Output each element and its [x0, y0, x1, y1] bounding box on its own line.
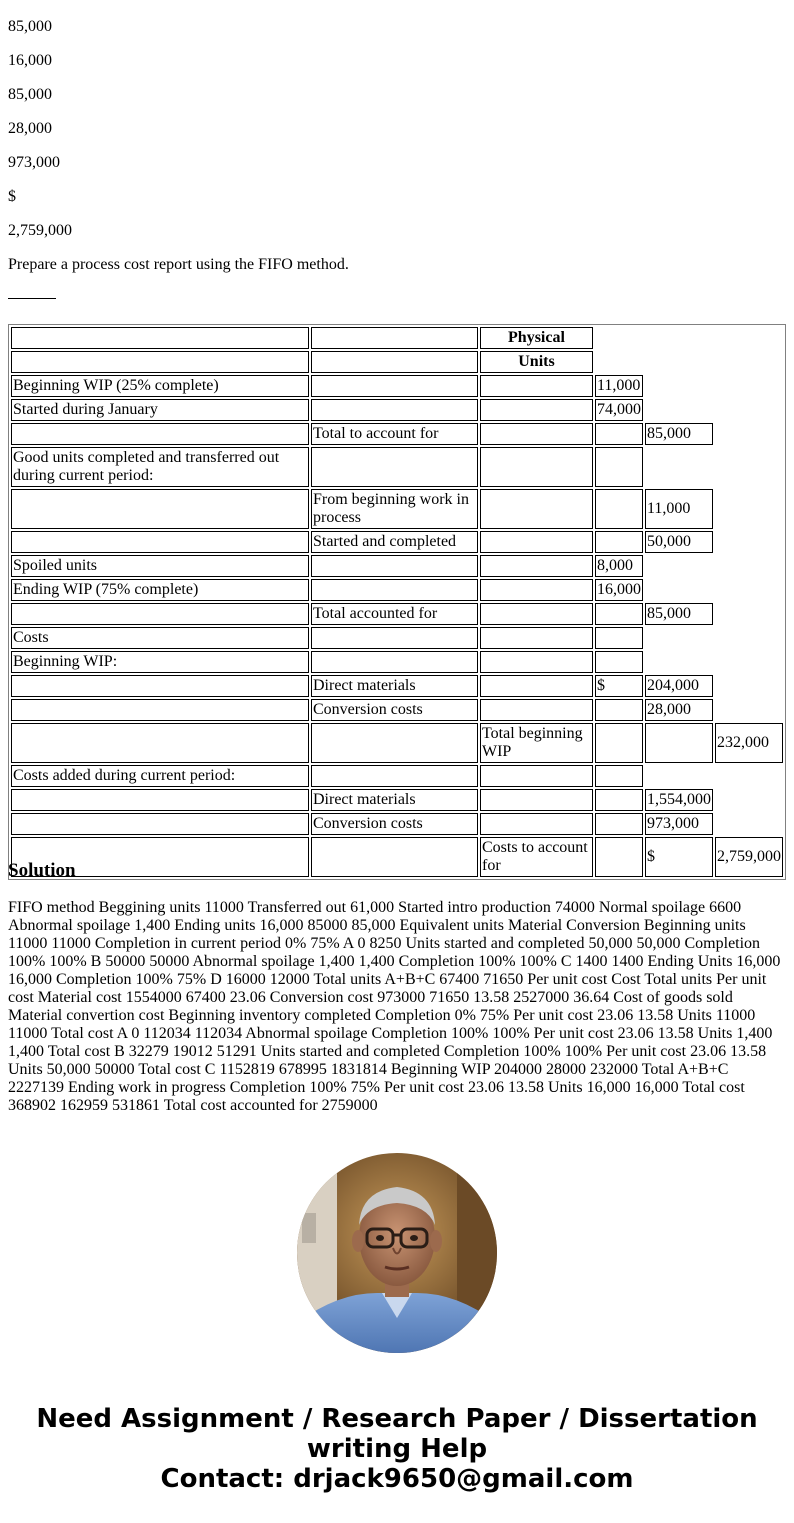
currency-symbol: $ [645, 837, 713, 877]
cell-value: 85,000 [645, 423, 713, 445]
table-row [11, 789, 783, 811]
value-line-5: 973,000 [8, 154, 60, 171]
row-label: Total to account for [311, 423, 478, 445]
table-row [11, 813, 783, 835]
cell-value: 50,000 [645, 531, 713, 553]
row-label: Direct materials [311, 675, 478, 697]
cell-value: 85,000 [645, 603, 713, 625]
table-row [11, 765, 783, 787]
cell-value: 8,000 [595, 555, 643, 577]
header-physical: Physical [480, 327, 593, 349]
cell-value: 74,000 [595, 399, 643, 421]
cell-value: 232,000 [715, 723, 783, 763]
table-row [11, 579, 783, 601]
row-label: Beginning WIP (25% complete) [11, 375, 309, 397]
cell-value: 16,000 [595, 579, 643, 601]
table-row [11, 837, 783, 877]
table-row [11, 627, 783, 649]
table-row [11, 351, 783, 373]
table-row [11, 723, 783, 763]
banner-line-1: Need Assignment / Research Paper / Dissertation [36, 1404, 758, 1434]
row-label: Total accounted for [311, 603, 478, 625]
value-line-1: 85,000 [8, 18, 52, 35]
table-row [11, 489, 783, 529]
row-label: Direct materials [311, 789, 478, 811]
table-row [11, 399, 783, 421]
value-line-6: $ [8, 188, 16, 205]
table-row [11, 675, 783, 697]
divider [8, 298, 56, 299]
row-label: Conversion costs [311, 813, 478, 835]
table-row [11, 603, 783, 625]
row-label: Spoiled units [11, 555, 309, 577]
banner-contact: Contact: drjack9650@gmail.com [160, 1464, 634, 1494]
cell-value: 204,000 [645, 675, 713, 697]
value-line-7: 2,759,000 [8, 222, 72, 239]
table-row [11, 699, 783, 721]
value-line-2: 16,000 [8, 52, 52, 69]
author-photo-image [297, 1153, 497, 1353]
row-label: Costs added during current period: [11, 765, 309, 787]
cell-value: 11,000 [595, 375, 643, 397]
value-line-3: 85,000 [8, 86, 52, 103]
row-label: Costs [11, 627, 309, 649]
row-label: Good units completed and transferred out during current period: [11, 447, 309, 487]
process-cost-report-table [8, 324, 786, 880]
row-label: Costs to account for [480, 837, 593, 877]
currency-symbol: $ [595, 675, 643, 697]
question-prompt: Prepare a process cost report using the FIFO method. [8, 256, 349, 273]
row-label: Total beginning WIP [480, 723, 593, 763]
cell-value: 2,759,000 [715, 837, 783, 877]
table-row [11, 555, 783, 577]
table-row [11, 531, 783, 553]
author-avatar-photo [297, 1153, 497, 1353]
table-row [11, 327, 783, 349]
solution-heading: Solution [8, 860, 76, 881]
cell-value: 28,000 [645, 699, 713, 721]
value-line-4: 28,000 [8, 120, 52, 137]
table-row [11, 375, 783, 397]
table-row [11, 447, 783, 487]
promo-banner [0, 1404, 794, 1494]
row-label: Started during January [11, 399, 309, 421]
cell-value: 1,554,000 [645, 789, 713, 811]
row-label: Beginning WIP: [11, 651, 309, 673]
table-row [11, 651, 783, 673]
cell-value: 11,000 [645, 489, 713, 529]
header-units: Units [480, 351, 593, 373]
row-label: Conversion costs [311, 699, 478, 721]
solution-text: FIFO method Beggining units 11000 Transferred out 61,000 Started intro production 74000 Normal spoilage 6600 Abnormal spoilage 1,400 Ending units 16,000 85000 85,000 Equivalent units Material Conversion Beginning units 11000 11000 Completion in current period 0% 75% A 0 8250 Units started and completed 50,000 50,000 Completion 100% 100% B 50000 50000 Abnormal spoilage 1,400 1,400 Completion 100% 100% C 1400 1400 Ending Units 16,000 16,000 Completion 100% 75% D 16000 12000 Total units A+B+C 67400 71650 Per unit cost Cost Total units Per unit cost Material cost 1554000 67400 23.06 Conversion cost 973000 71650 13.58 2527000 36.64 Cost of goods sold Material convertion cost Beginning inventory completed Completion 0% 75% Per unit cost 23.06 13.58 Units 11000 11000 Total cost A 0 112034 112034 Abnormal spoilage Completion 100% 100% Per unit cost 23.06 13.58 Units 1,400 1,400 Total cost B 32279 19012 51291 Units started and completed Completion 100% 100% Per unit cost 23.06 13.58 Units 50,000 50000 Total cost C 1152819 678995 1831814 Beginning WIP 204000 28000 232000 Total A+B+C 2227139 Ending work in progress Completion 100% 75% Per unit cost 23.06 13.58 Units 16,000 16,000 Total cost 368902 162959 531861 Total cost accounted for 2759000 [8, 899, 781, 1114]
row-label: Started and completed [311, 531, 478, 553]
cell-value: 973,000 [645, 813, 713, 835]
table-row [11, 423, 783, 445]
row-label: Ending WIP (75% complete) [11, 579, 309, 601]
row-label: From beginning work in process [311, 489, 478, 529]
banner-line-2: writing Help [306, 1434, 488, 1464]
